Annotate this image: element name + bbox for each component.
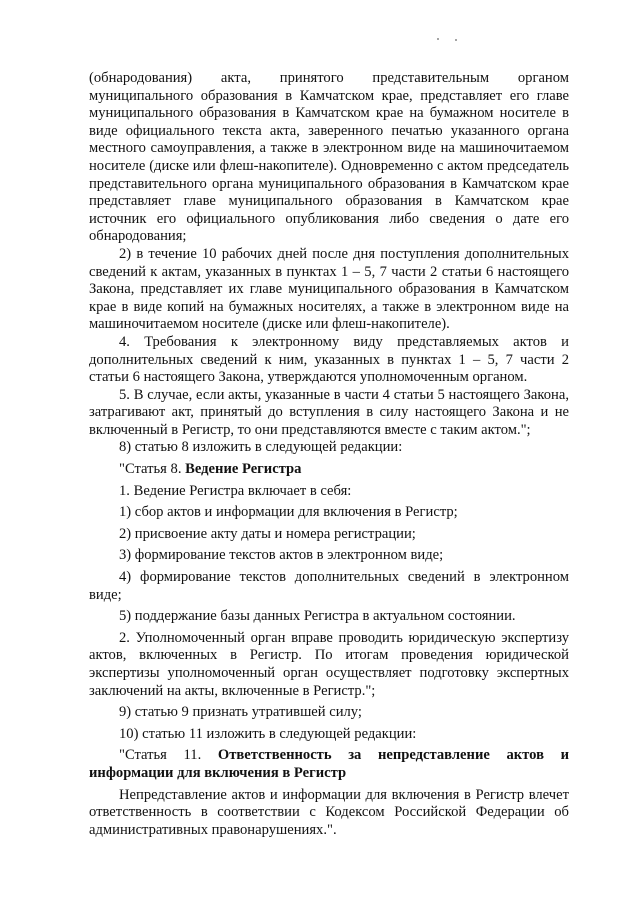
paragraph: 4. Требования к электронному виду представляемых актов и дополнительных сведений к ним, указанных в пунктах 1 – 5, 7 части 2 статьи 6 настоящего Закона, утверждаются уполномоченным органом. — [89, 333, 569, 386]
paragraph: (обнародования) акта, принятого представительным органом муниципального образования в Камчатском крае, представляет его главе муниципального образования в Камчатском крае на бумажном носителе в виде официального текста акта, заверенного печатью указанного органа местного самоуправления, а также в электронном виде на машиночитаемом носителе (диске или флеш-накопителе). Одновременно с актом председатель представительного органа муниципального образования в Камчатском крае представляет главе муниципального образования в Камчатском крае источник его официального опубликования либо сведения о дате его обнародования; — [89, 70, 569, 245]
article-heading-title: Ведение Регистра — [185, 461, 302, 478]
article-heading-prefix: "Статья 8. — [119, 461, 186, 478]
scan-speck — [437, 38, 439, 40]
scan-speck — [455, 39, 457, 41]
list-item: 1) сбор актов и информации для включения в Регистр; — [119, 504, 458, 521]
paragraph: 2. Уполномоченный орган вправе проводить юридическую экспертизу актов, включенных в Регистр. По итогам проведения юридической экспертизы уполномоченный орган осуществляет подготовку экспертных заключений на акты, включенные в Регистр."; — [89, 629, 569, 699]
list-item: 3) формирование текстов актов в электронном виде; — [119, 547, 444, 564]
paragraph: 1. Ведение Регистра включает в себя: — [119, 482, 352, 499]
article-heading-prefix: "Статья 11. — [119, 747, 218, 764]
list-item: 2) присвоение акту даты и номера регистрации; — [119, 525, 416, 542]
paragraph: 10) статью 11 изложить в следующей редакции: — [119, 725, 417, 742]
article-heading — [89, 747, 569, 782]
paragraph: 2) в течение 10 рабочих дней после дня поступления дополнительных сведений к актам, указанных в пунктах 1 – 5, 7 части 2 статьи 6 настоящего Закона, представляет их главе муниципального образования в Камчатском крае в виде копий на бумажных носителях, а также в электронном виде на машиночитаемом носителе (диске или флеш-накопителе). — [89, 245, 569, 333]
paragraph: 8) статью 8 изложить в следующей редакции: — [119, 439, 403, 456]
article-heading-title: Ответственность за непредставление актов и информации для включения в Регистр — [89, 747, 569, 781]
list-item: 5) поддержание базы данных Регистра в актуальном состоянии. — [119, 608, 516, 625]
paragraph: 5. В случае, если акты, указанные в части 4 статьи 5 настоящего Закона, затрагивают акт, принятый до вступления в силу настоящего Закона и не включенный в Регистр, то они представляются вместе с таким актом."; — [89, 386, 569, 438]
paragraph: 9) статью 9 признать утратившей силу; — [119, 704, 362, 721]
article-heading — [89, 461, 569, 479]
list-item: 4) формирование текстов дополнительных сведений в электронном виде; — [89, 569, 569, 603]
document-body — [89, 70, 569, 839]
paragraph: Непредставление актов и информации для включения в Регистр влечет ответственность в соответствии с Кодексом Российской Федерации об административных правонарушениях.". — [89, 786, 569, 838]
